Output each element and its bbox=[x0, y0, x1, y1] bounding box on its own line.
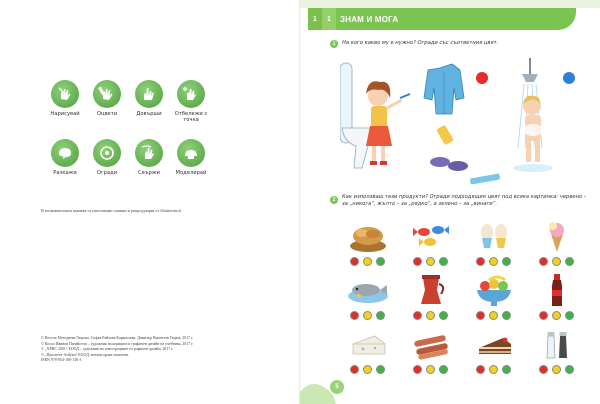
copyright-line: © Косьо Иванов Панайотов – художник на корицата и графичен дизайн на учебника, 2017 г. bbox=[41, 341, 194, 346]
food-item bbox=[399, 326, 462, 374]
fruit-bowl-icon bbox=[471, 272, 517, 308]
coffee-pot-icon bbox=[408, 272, 454, 308]
traffic-light-options bbox=[476, 257, 511, 266]
never-option[interactable] bbox=[350, 365, 359, 374]
copyright-block bbox=[41, 336, 291, 364]
food-item bbox=[336, 272, 399, 320]
top-strip bbox=[300, 0, 600, 8]
task-2-badge: 2 bbox=[330, 196, 338, 204]
legend-label: Отбележи с точка bbox=[174, 111, 208, 123]
pointing-hand-icon bbox=[135, 80, 163, 108]
traffic-light-options bbox=[476, 311, 511, 320]
legend-item bbox=[170, 80, 212, 123]
legend-item bbox=[170, 139, 212, 176]
rarely-option[interactable] bbox=[489, 365, 498, 374]
food-grid bbox=[336, 218, 588, 374]
salt-pepper-icon bbox=[534, 326, 580, 362]
food-item bbox=[525, 326, 588, 374]
always-option[interactable] bbox=[439, 311, 448, 320]
rarely-option[interactable] bbox=[552, 311, 561, 320]
legend-label: Свържи bbox=[138, 170, 160, 176]
always-option[interactable] bbox=[502, 257, 511, 266]
always-option[interactable] bbox=[376, 257, 385, 266]
eggs-icon bbox=[471, 218, 517, 254]
icon-legend bbox=[44, 80, 214, 176]
food-item bbox=[525, 272, 588, 320]
traffic-light-options bbox=[350, 365, 385, 374]
copyright-line: © „ХРИС 2001“ ЕООД – художник на илюстрациите и графичен дизайн, 2017 г. bbox=[41, 347, 174, 352]
book-gutter bbox=[299, 0, 301, 404]
always-option[interactable] bbox=[502, 311, 511, 320]
speech-icon bbox=[51, 139, 79, 167]
food-item bbox=[336, 326, 399, 374]
traffic-light-options bbox=[413, 311, 448, 320]
legend-item bbox=[86, 80, 128, 123]
lesson-header bbox=[300, 8, 600, 30]
legend-label: Нарисувай bbox=[50, 111, 80, 117]
legend-label: Разкажи bbox=[53, 170, 77, 176]
candies-icon bbox=[408, 218, 454, 254]
rarely-option[interactable] bbox=[552, 365, 561, 374]
legend-label: Моделирай bbox=[175, 170, 207, 176]
never-option[interactable] bbox=[476, 311, 485, 320]
pencil-hand-icon bbox=[51, 80, 79, 108]
rarely-option[interactable] bbox=[489, 311, 498, 320]
never-option[interactable] bbox=[539, 257, 548, 266]
food-item bbox=[462, 218, 525, 266]
traffic-light-options bbox=[539, 311, 574, 320]
legend-item bbox=[86, 139, 128, 176]
image-credit-note: В познавателната книжка са използвани снимки и репродукции от Shutterstock. bbox=[41, 208, 183, 213]
traffic-light-options bbox=[350, 311, 385, 320]
never-option[interactable] bbox=[539, 365, 548, 374]
circle-hand-icon bbox=[93, 139, 121, 167]
rarely-option[interactable] bbox=[426, 311, 435, 320]
traffic-light-options bbox=[413, 365, 448, 374]
traffic-light-options bbox=[413, 257, 448, 266]
legend-item bbox=[128, 80, 170, 123]
never-option[interactable] bbox=[413, 311, 422, 320]
always-option[interactable] bbox=[565, 311, 574, 320]
copyright-line: © Весела Методиева Гюрова, Софка Райчева Караколева, Димитър Виолетов Гюров, 2017 г. bbox=[41, 336, 194, 340]
never-option[interactable] bbox=[350, 257, 359, 266]
task-1-badge: 1 bbox=[330, 40, 338, 48]
legend-item bbox=[44, 80, 86, 123]
never-option[interactable] bbox=[413, 365, 422, 374]
dot-hand-icon bbox=[177, 80, 205, 108]
food-item bbox=[399, 218, 462, 266]
legend-label: Оцвети bbox=[96, 111, 118, 117]
modelling-hand-icon bbox=[177, 139, 205, 167]
never-option[interactable] bbox=[476, 257, 485, 266]
always-option[interactable] bbox=[376, 311, 385, 320]
rarely-option[interactable] bbox=[426, 257, 435, 266]
rarely-option[interactable] bbox=[363, 257, 372, 266]
rarely-option[interactable] bbox=[552, 257, 561, 266]
unit-number: 1 bbox=[308, 8, 322, 30]
rarely-option[interactable] bbox=[363, 365, 372, 374]
task-2-instruction: Как използваш тези продукти? Огради подходящия цвят под всяка картинка: червено – за „никога“, жълто – за „рядко“, а зелено – за „винаги“. bbox=[342, 194, 587, 207]
always-option[interactable] bbox=[439, 257, 448, 266]
traffic-light-options bbox=[350, 257, 385, 266]
lesson-title: ЗНАМ И МОГА bbox=[336, 8, 576, 30]
page-number: 5 bbox=[330, 380, 344, 394]
rarely-option[interactable] bbox=[426, 365, 435, 374]
traffic-light-options bbox=[539, 365, 574, 374]
rarely-option[interactable] bbox=[489, 257, 498, 266]
fish-icon bbox=[345, 272, 391, 308]
cola-bottle-icon bbox=[534, 272, 580, 308]
never-option[interactable] bbox=[350, 311, 359, 320]
always-option[interactable] bbox=[565, 257, 574, 266]
connect-hand-icon bbox=[135, 139, 163, 167]
food-item bbox=[336, 218, 399, 266]
ice-cream-icon bbox=[534, 218, 580, 254]
task-1-illustration bbox=[340, 58, 590, 188]
isbn: ISBN 978-954-180-136-3 bbox=[41, 358, 82, 363]
food-item bbox=[462, 272, 525, 320]
cheese-icon bbox=[345, 326, 391, 362]
always-option[interactable] bbox=[439, 365, 448, 374]
cake-icon bbox=[471, 326, 517, 362]
traffic-light-options bbox=[476, 365, 511, 374]
always-option[interactable] bbox=[565, 365, 574, 374]
never-option[interactable] bbox=[413, 257, 422, 266]
bread-basket-icon bbox=[345, 218, 391, 254]
food-item bbox=[525, 218, 588, 266]
sausages-icon bbox=[408, 326, 454, 362]
legend-item bbox=[128, 139, 170, 176]
always-option[interactable] bbox=[502, 365, 511, 374]
copyright-line: © „Просвета-Азбуки“ ЕООД, всички права запазени. bbox=[41, 352, 129, 357]
legend-label: Огради bbox=[96, 170, 118, 176]
rarely-option[interactable] bbox=[363, 311, 372, 320]
traffic-light-options bbox=[539, 257, 574, 266]
always-option[interactable] bbox=[376, 365, 385, 374]
food-item bbox=[399, 272, 462, 320]
blue-dot[interactable] bbox=[563, 72, 575, 84]
task-1-instruction: На кого какво му е нужно? Огради със съответния цвят. bbox=[342, 40, 499, 46]
legend-item bbox=[44, 139, 86, 176]
food-item bbox=[462, 326, 525, 374]
lesson-number: 1 bbox=[322, 8, 336, 30]
never-option[interactable] bbox=[476, 365, 485, 374]
never-option[interactable] bbox=[539, 311, 548, 320]
legend-label: Довърши bbox=[136, 111, 162, 117]
red-dot[interactable] bbox=[476, 72, 488, 84]
crayon-hand-icon bbox=[93, 80, 121, 108]
